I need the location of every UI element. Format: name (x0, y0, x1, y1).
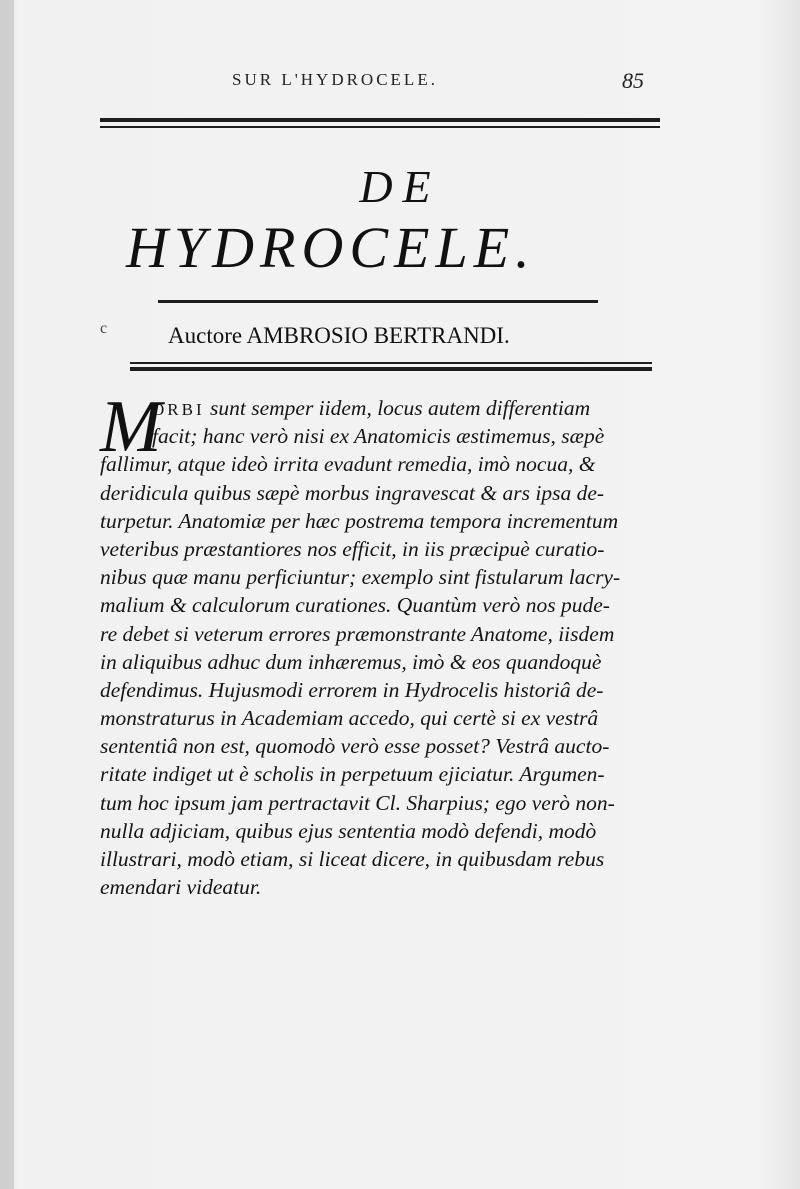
margin-mark: c (100, 320, 108, 337)
body-line: malium & calculorum curationes. Quantùm verò nos pude- (100, 593, 610, 618)
body-line-1-text: sunt semper iidem, locus autem differentiam (210, 396, 591, 420)
top-rule-thick (100, 118, 660, 122)
body-line-1 (100, 394, 662, 422)
body-line: fallimur, atque ideò irrita evadunt remedia, imò nocua, & (100, 452, 596, 477)
body-line: in aliquibus adhuc dum inhæremus, imò & eos quandoquè (100, 649, 602, 674)
page-number: 85 (622, 68, 644, 93)
body-line: deridicula quibus sæpè morbus ingravescat & ars ipsa de- (100, 480, 605, 505)
running-head: SUR L'HYDROCELE. (232, 70, 438, 89)
drop-capital: M (100, 386, 162, 468)
title-underline-rule (158, 300, 598, 303)
body-line: sententiâ non est, quomodò verò esse posset? Vestrâ aucto- (100, 734, 610, 759)
body-line: tum hoc ipsum jam pertractavit Cl. Sharpius; ego verò non- (100, 790, 615, 815)
author-rule-thick (130, 367, 652, 371)
body-line: nibus quæ manu perficiuntur; exemplo sint fistularum lacry- (100, 565, 621, 590)
body-line: emendari videatur. (100, 875, 262, 900)
title-line-1: DE (359, 161, 441, 212)
body-line: ritate indiget ut è scholis in perpetuum ejiciatur. Argumen- (100, 762, 605, 787)
body-line: turpetur. Anatomiæ per hæc postrema tempora incrementum (100, 508, 619, 533)
first-word-smallcaps: ORBI (152, 400, 205, 419)
body-line: veteribus præstantiores nos efficit, in iis præcipuè curatio- (100, 536, 605, 561)
title-line-2: HYDROCELE. (126, 215, 536, 280)
body-line: illustrari, modò etiam, si liceat dicere, in quibusdam rebus (100, 847, 605, 871)
author-rule-thin (130, 362, 652, 364)
author-line: Auctore AMBROSIO BERTRANDI. (168, 323, 510, 348)
body-line: monstraturus in Academiam accedo, qui certè si ex vestrâ (100, 706, 599, 731)
top-rule-thin (100, 126, 660, 128)
body-line: defendimus. Hujusmodi errorem in Hydrocelis historiâ de- (100, 677, 604, 702)
body-line: facit; hanc verò nisi ex Anatomicis æstimemus, sæpè (152, 424, 605, 449)
body-line: re debet si veterum errores præmonstrante Anatome, iisdem (100, 621, 615, 646)
body-paragraph (100, 386, 662, 901)
body-line: nulla adjiciam, quibus ejus sententia modò defendi, modò (100, 818, 597, 843)
